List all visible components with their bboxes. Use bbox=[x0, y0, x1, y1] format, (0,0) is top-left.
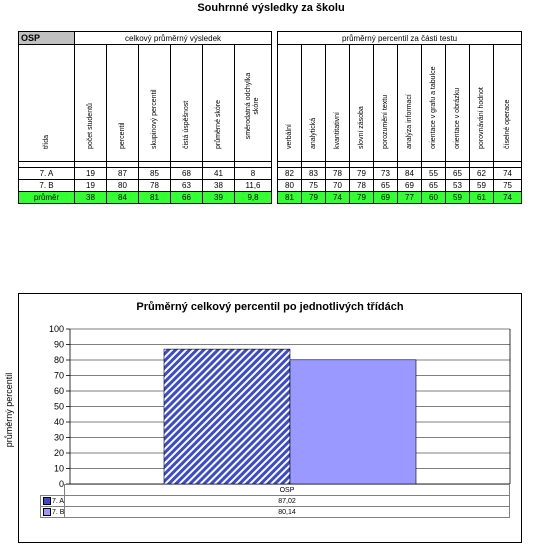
avg-cell: 79 bbox=[302, 192, 326, 204]
col-header-label: analýza informací bbox=[405, 94, 413, 149]
avg-cell: 69 bbox=[374, 192, 398, 204]
legend-swatch bbox=[43, 508, 51, 516]
y-axis-label: průměrný percentil bbox=[4, 372, 14, 448]
avg-cell: 79 bbox=[350, 192, 374, 204]
col-header-label: číselné operace bbox=[503, 99, 511, 149]
value-cell: 62 bbox=[470, 168, 494, 180]
value-cell: 65 bbox=[446, 168, 470, 180]
value-cell: 83 bbox=[302, 168, 326, 180]
avg-cell: 9,8 bbox=[235, 192, 272, 204]
col-header-label: porozumění textu bbox=[381, 94, 389, 149]
avg-cell: 77 bbox=[398, 192, 422, 204]
y-tick-label: 10 bbox=[53, 463, 64, 474]
value-cell: 65 bbox=[374, 180, 398, 192]
y-tick-label: 90 bbox=[53, 339, 64, 350]
value-cell: 19 bbox=[75, 168, 107, 180]
bar-7a bbox=[164, 349, 290, 484]
y-tick-label: 70 bbox=[53, 370, 64, 381]
category-label: OSP bbox=[65, 485, 510, 496]
value-cell: 74 bbox=[494, 168, 522, 180]
data-label: 80,14 bbox=[65, 507, 510, 518]
y-tick-label: 30 bbox=[53, 432, 64, 443]
y-tick-label: 50 bbox=[53, 401, 64, 412]
col-header-label: orientace v grafu a tabulce bbox=[429, 66, 437, 149]
avg-cell: 60 bbox=[422, 192, 446, 204]
col-header-label: percentil bbox=[118, 122, 126, 149]
avg-label: průměr bbox=[19, 192, 75, 204]
avg-cell: 74 bbox=[326, 192, 350, 204]
avg-cell: 81 bbox=[278, 192, 302, 204]
col-header-label: čistá úspěšnost bbox=[182, 100, 190, 149]
legend-entry-7b bbox=[41, 507, 65, 518]
legend-swatch bbox=[43, 497, 51, 505]
col-header-label: porovnávání hodnot bbox=[477, 87, 485, 149]
avg-cell: 59 bbox=[446, 192, 470, 204]
value-cell: 84 bbox=[398, 168, 422, 180]
value-cell: 19 bbox=[75, 180, 107, 192]
osp-label: OSP bbox=[19, 32, 75, 45]
chart-data-table bbox=[40, 484, 510, 518]
col-header-label: kvantitativní bbox=[333, 112, 341, 149]
y-tick-label: 0 bbox=[58, 479, 64, 489]
col-header-label: verbální bbox=[285, 124, 293, 149]
value-cell: 75 bbox=[494, 180, 522, 192]
value-cell: 41 bbox=[203, 168, 235, 180]
avg-cell: 66 bbox=[171, 192, 203, 204]
value-cell: 65 bbox=[422, 180, 446, 192]
value-cell: 87 bbox=[107, 168, 139, 180]
col-header-label: průměrné skóre bbox=[214, 99, 222, 149]
class-cell: 7. B bbox=[19, 180, 75, 192]
col-header-label: počet studentů bbox=[86, 103, 94, 149]
value-cell: 8 bbox=[235, 168, 272, 180]
col-header-label: skupinový percentil bbox=[150, 89, 158, 149]
page-title: Souhrnné výsledky za školu bbox=[197, 2, 345, 14]
value-cell: 85 bbox=[139, 168, 171, 180]
value-cell: 55 bbox=[422, 168, 446, 180]
value-cell: 63 bbox=[171, 180, 203, 192]
value-cell: 59 bbox=[470, 180, 494, 192]
value-cell: 38 bbox=[203, 180, 235, 192]
legend-entry-7a bbox=[41, 496, 65, 507]
legend-label: 7. B bbox=[52, 508, 65, 516]
chart-title: Průměrný celkový percentil po jednotlivých třídách bbox=[136, 301, 404, 313]
avg-cell: 39 bbox=[203, 192, 235, 204]
y-tick-label: 100 bbox=[48, 324, 64, 334]
value-cell: 75 bbox=[302, 180, 326, 192]
group-header-subtests: průměrný percentil za části testu bbox=[278, 32, 522, 45]
col-header-label: analytická bbox=[309, 117, 317, 149]
value-cell: 78 bbox=[350, 180, 374, 192]
value-cell: 79 bbox=[350, 168, 374, 180]
avg-cell: 81 bbox=[139, 192, 171, 204]
group-header-overall: celkový průměrný výsledek bbox=[75, 32, 272, 45]
avg-cell: 84 bbox=[107, 192, 139, 204]
legend-label: 7. A bbox=[52, 497, 65, 505]
col-header-label: směrodatná odchylka skóre bbox=[245, 72, 260, 140]
value-cell: 82 bbox=[278, 168, 302, 180]
avg-cell: 74 bbox=[494, 192, 522, 204]
col-header-label: orientace v obrázku bbox=[453, 87, 461, 149]
y-tick-label: 60 bbox=[53, 386, 64, 396]
value-cell: 70 bbox=[326, 180, 350, 192]
y-tick-label: 40 bbox=[53, 417, 64, 427]
value-cell: 68 bbox=[171, 168, 203, 180]
avg-cell: 38 bbox=[75, 192, 107, 204]
col-header-label: slovní zásoba bbox=[357, 106, 365, 149]
data-label: 87,02 bbox=[65, 496, 510, 507]
value-cell: 80 bbox=[278, 180, 302, 192]
value-cell: 69 bbox=[398, 180, 422, 192]
value-cell: 80 bbox=[107, 180, 139, 192]
col-header-label: třída bbox=[42, 134, 50, 149]
value-cell: 78 bbox=[326, 168, 350, 180]
value-cell: 78 bbox=[139, 180, 171, 192]
y-tick-label: 80 bbox=[53, 355, 64, 365]
class-cell: 7. A bbox=[19, 168, 75, 180]
y-tick-label: 20 bbox=[53, 448, 64, 458]
value-cell: 53 bbox=[446, 180, 470, 192]
value-cell: 11,6 bbox=[235, 180, 272, 192]
value-cell: 73 bbox=[374, 168, 398, 180]
bar-7b bbox=[290, 360, 416, 484]
avg-cell: 61 bbox=[470, 192, 494, 204]
